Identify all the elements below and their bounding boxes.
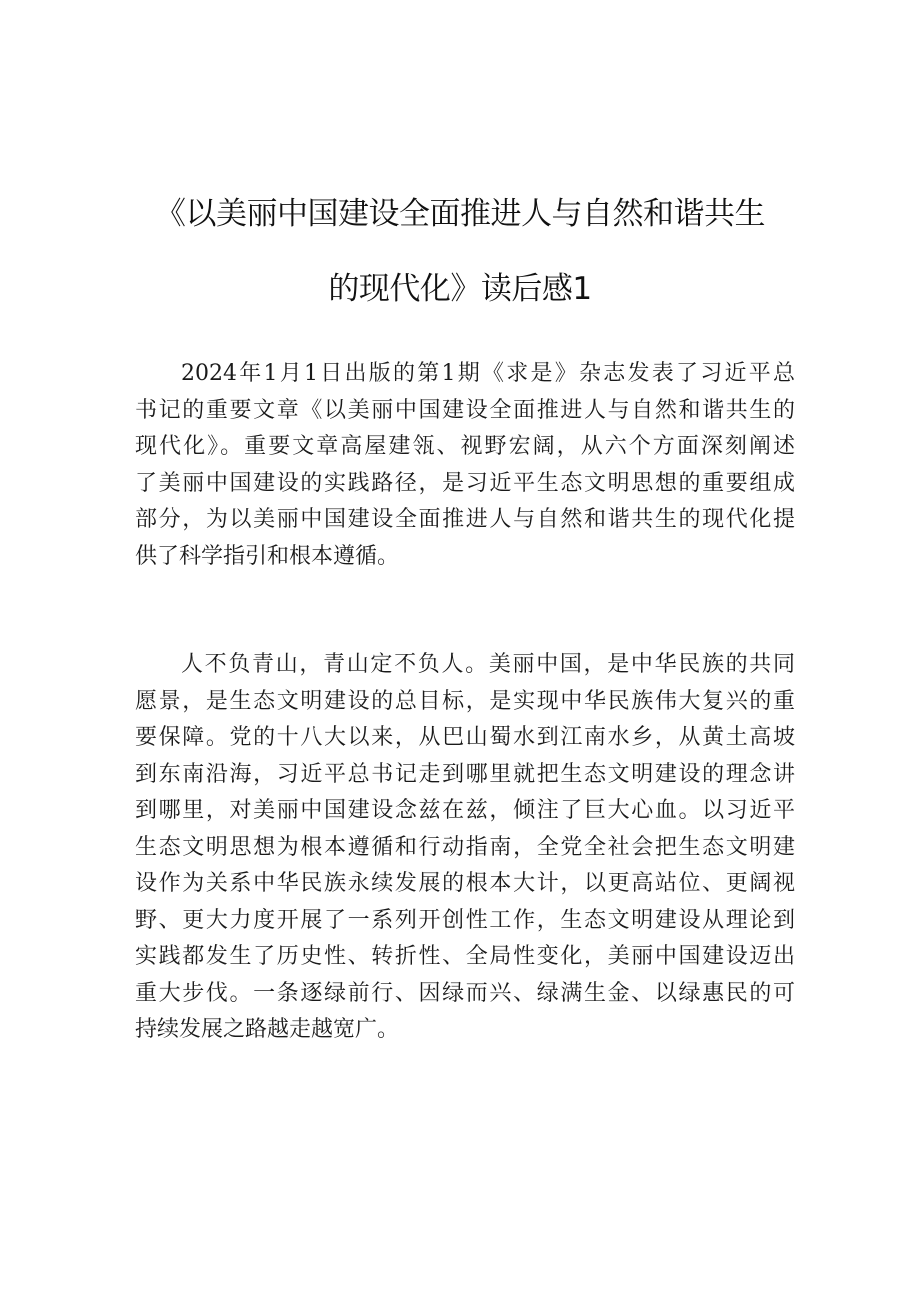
paragraph-line: 供了科学指引和根本遵循。 xyxy=(135,543,400,569)
paragraph-line: 重大步伐。一条逐绿前行、因绿而兴、绿满生金、以绿惠民的可 xyxy=(135,980,795,1006)
document-title-line-1: 《以美丽中国建设全面推进人与自然和谐共生 xyxy=(155,196,765,232)
paragraph-line: 了美丽中国建设的实践路径，是习近平生态文明思想的重要组成 xyxy=(135,470,795,496)
paragraph-line: 持续发展之路越走越宽广。 xyxy=(135,1017,400,1042)
paragraph-line: 设作为关系中华民族永续发展的根本大计，以更高站位、更阔视 xyxy=(135,871,795,896)
paragraph-line: 愿景，是生态文明建设的总目标，是实现中华民族伟大复兴的重 xyxy=(135,688,795,714)
paragraph-line: 生态文明思想为根本遵循和行动指南，全党全社会把生态文明建 xyxy=(135,834,795,860)
paragraph-line: 到东南沿海，习近平总书记走到哪里就把生态文明建设的理念讲 xyxy=(135,761,795,787)
paragraph-line: 现代化》。重要文章高屋建瓴、视野宏阔，从六个方面深刻阐述 xyxy=(135,434,795,459)
paragraph-line: 要保障。党的十八大以来，从巴山蜀水到江南水乡，从黄土高坡 xyxy=(135,725,795,750)
paragraph-line: 书记的重要文章《以美丽中国建设全面推进人与自然和谐共生的 xyxy=(135,397,795,423)
paragraph-line: 到哪里，对美丽中国建设念兹在兹，倾注了巨大心血。以习近平 xyxy=(135,798,795,823)
paragraph-line: 部分，为以美丽中国建设全面推进人与自然和谐共生的现代化提 xyxy=(135,507,795,532)
paragraph-line: 野、更大力度开展了一系列开创性工作，生态文明建设从理论到 xyxy=(135,907,795,933)
paragraph-line: 实践都发生了历史性、转折性、全局性变化，美丽中国建设迈出 xyxy=(135,944,795,969)
document-title-line-2: 的现代化》读后感1 xyxy=(328,271,592,307)
paragraph-line: 人不负青山，青山定不负人。美丽中国，是中华民族的共同 xyxy=(181,652,795,677)
paragraph-2 xyxy=(135,647,795,1049)
paragraph-line: 2024年1月1日出版的第1期《求是》杂志发表了习近平总 xyxy=(181,361,795,386)
paragraph-1 xyxy=(135,356,795,575)
